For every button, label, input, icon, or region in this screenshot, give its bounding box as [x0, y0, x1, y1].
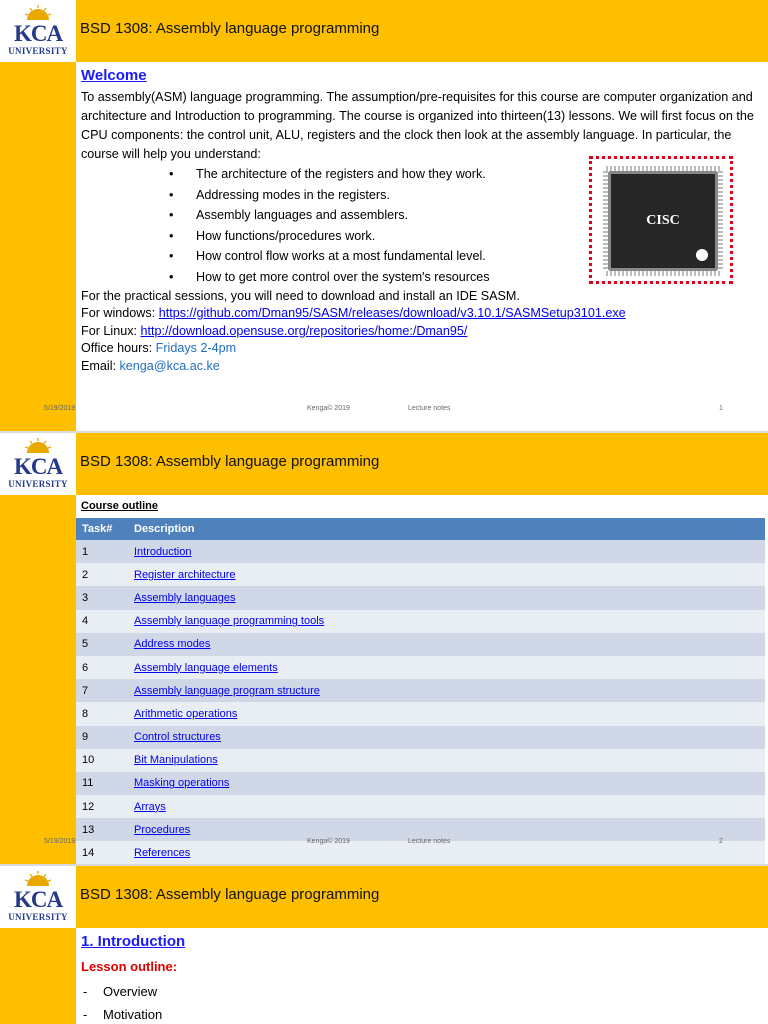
- slide-3: [0, 866, 768, 1024]
- windows-line: [81, 305, 760, 323]
- footer-author: Kenga© 2019: [307, 838, 350, 845]
- table-row: [76, 772, 765, 795]
- chip-pins-bottom: [606, 271, 720, 276]
- kca-logo: [0, 0, 76, 62]
- objective-item: • How control flow works at a most fundamental level.: [169, 246, 760, 267]
- task-link[interactable]: Assembly language programming tools: [134, 615, 325, 628]
- cpu-chip-image: [589, 156, 733, 284]
- course-title: BSD 1308: Assembly language programming: [80, 886, 380, 903]
- email-line: [81, 358, 760, 376]
- task-number-cell: 1: [76, 540, 128, 563]
- chip-label: CISC: [646, 213, 680, 228]
- course-title: BSD 1308: Assembly language programming: [80, 453, 380, 470]
- table-row: [76, 702, 765, 725]
- task-link[interactable]: Assembly languages: [134, 591, 236, 604]
- task-link[interactable]: Assembly language program structure: [134, 684, 320, 697]
- footer-date: 5/19/2019: [44, 405, 76, 412]
- objective-item: • How functions/procedures work.: [169, 226, 760, 247]
- slide-header: [76, 866, 768, 928]
- chip-body: [608, 171, 718, 271]
- objective-item: • How to get more control over the system's resources: [169, 267, 760, 288]
- task-link[interactable]: Address modes: [134, 638, 211, 651]
- linux-label: For Linux:: [81, 323, 141, 338]
- office-hours-label: Office hours:: [81, 341, 156, 356]
- task-description-cell: [128, 795, 765, 818]
- footer-author: Kenga© 2019: [307, 405, 350, 412]
- slide-separator: [0, 431, 768, 433]
- lesson-outline-label: Lesson outline:: [81, 959, 178, 974]
- lesson-item: - Overview: [81, 980, 162, 1003]
- task-description-cell: [128, 679, 765, 702]
- table-row: [76, 656, 765, 679]
- task-description-cell: [128, 563, 765, 586]
- task-number-cell: 2: [76, 563, 128, 586]
- task-link[interactable]: Introduction: [134, 545, 192, 558]
- task-number-cell: 6: [76, 656, 128, 679]
- course-title: BSD 1308: Assembly language programming: [80, 20, 380, 37]
- task-description-cell: [128, 772, 765, 795]
- lesson-item: - Motivation: [81, 1003, 162, 1024]
- objective-item: • Addressing modes in the registers.: [169, 185, 760, 206]
- task-number-cell: 11: [76, 772, 128, 795]
- table-row: [76, 726, 765, 749]
- sun-emblem-icon: [24, 4, 52, 20]
- task-number-cell: 8: [76, 702, 128, 725]
- task-link[interactable]: Procedures: [134, 823, 191, 836]
- sun-emblem-icon: [24, 870, 52, 886]
- objective-item: • The architecture of the registers and how they work.: [169, 164, 760, 185]
- kca-logo: [0, 433, 76, 495]
- footer-notes: Lecture notes: [408, 405, 451, 412]
- footer-notes: Lecture notes: [408, 838, 451, 845]
- task-description-cell: [128, 586, 765, 609]
- task-description-cell: [128, 726, 765, 749]
- slide-separator: [0, 864, 768, 866]
- practical-text: For the practical sessions, you will need to download and install an IDE SASM.: [81, 288, 520, 303]
- task-description-cell: [128, 702, 765, 725]
- table-body: [76, 540, 765, 865]
- table-row: [76, 749, 765, 772]
- table-row: [76, 610, 765, 633]
- task-number-cell: 4: [76, 610, 128, 633]
- practical-info: [81, 288, 760, 376]
- kca-logo: [0, 866, 76, 928]
- chip-dot: [696, 249, 708, 261]
- footer-page: 1: [719, 405, 723, 412]
- task-link[interactable]: Arithmetic operations: [134, 707, 238, 720]
- task-description-cell: [128, 540, 765, 563]
- footer-page: 2: [719, 838, 723, 845]
- email-value: kenga@kca.ac.ke: [119, 358, 220, 373]
- task-link[interactable]: References: [134, 847, 191, 860]
- windows-download-link[interactable]: https://github.com/Dman95/SASM/releases/download/v3.10.1/SASMSetup3101.exe: [158, 306, 626, 321]
- logo-subtitle: UNIVERSITY: [8, 912, 68, 922]
- chip-pins-right: [718, 171, 723, 271]
- task-number-cell: 14: [76, 841, 128, 864]
- task-link[interactable]: Bit Manipulations: [134, 754, 218, 767]
- table-row: [76, 633, 765, 656]
- welcome-heading: Welcome: [81, 67, 147, 84]
- column-header-task: Task#: [76, 518, 128, 540]
- task-description-cell: [128, 633, 765, 656]
- task-number-cell: 5: [76, 633, 128, 656]
- task-number-cell: 7: [76, 679, 128, 702]
- task-description-cell: [128, 749, 765, 772]
- footer-date: 5/19/2019: [44, 838, 76, 845]
- logo-wordmark: KCA: [13, 454, 63, 479]
- table-row: [76, 586, 765, 609]
- linux-download-link[interactable]: http://download.opensuse.org/repositories/home:/Dman95/: [140, 323, 468, 338]
- task-description-cell: [128, 610, 765, 633]
- lesson-outline-list: [81, 980, 162, 1024]
- email-label: Email:: [81, 358, 120, 373]
- task-number-cell: 9: [76, 726, 128, 749]
- task-number-cell: 13: [76, 818, 128, 841]
- table-header-row: [76, 518, 765, 540]
- task-link[interactable]: Assembly language elements: [134, 661, 278, 674]
- task-link[interactable]: Arrays: [134, 800, 166, 813]
- task-link[interactable]: Control structures: [134, 731, 221, 744]
- intro-paragraph: To assembly(ASM) language programming. The assumption/pre-requisites for this course are computer organization and architecture and Introduction to programming. The course is organized into thirteen(13) lessons. We will first focus on the CPU components: the control unit, ALU, registers and the clock then look at the assembly language. In particular, the course will help you understand:: [81, 90, 754, 161]
- slide-header: [76, 0, 768, 62]
- slide-2: [0, 433, 768, 866]
- course-outline-table: [76, 518, 765, 865]
- slide-1: [0, 0, 768, 433]
- linux-line: [81, 323, 760, 341]
- task-number-cell: 12: [76, 795, 128, 818]
- task-number-cell: 3: [76, 586, 128, 609]
- sun-emblem-icon: [24, 437, 52, 453]
- logo-subtitle: UNIVERSITY: [8, 479, 68, 489]
- windows-label: For windows:: [81, 306, 159, 321]
- task-description-cell: [128, 656, 765, 679]
- introduction-heading: 1. Introduction: [81, 933, 186, 950]
- column-header-description: Description: [128, 518, 765, 540]
- table-row: [76, 563, 765, 586]
- sidebar-band: [0, 433, 76, 866]
- logo-wordmark: KCA: [13, 887, 63, 912]
- office-hours-value: Fridays 2-4pm: [155, 341, 237, 356]
- logo-wordmark: KCA: [13, 21, 63, 46]
- task-number-cell: 10: [76, 749, 128, 772]
- table-row: [76, 679, 765, 702]
- table-row: [76, 540, 765, 563]
- slide-header: [76, 433, 768, 495]
- course-outline-heading: Course outline: [81, 500, 159, 512]
- office-hours-line: [81, 340, 760, 358]
- task-link[interactable]: Masking operations: [134, 777, 230, 790]
- table-row: [76, 795, 765, 818]
- logo-subtitle: UNIVERSITY: [8, 46, 68, 56]
- objective-item: • Assembly languages and assemblers.: [169, 205, 760, 226]
- sidebar-band: [0, 0, 76, 433]
- task-link[interactable]: Register architecture: [134, 568, 236, 581]
